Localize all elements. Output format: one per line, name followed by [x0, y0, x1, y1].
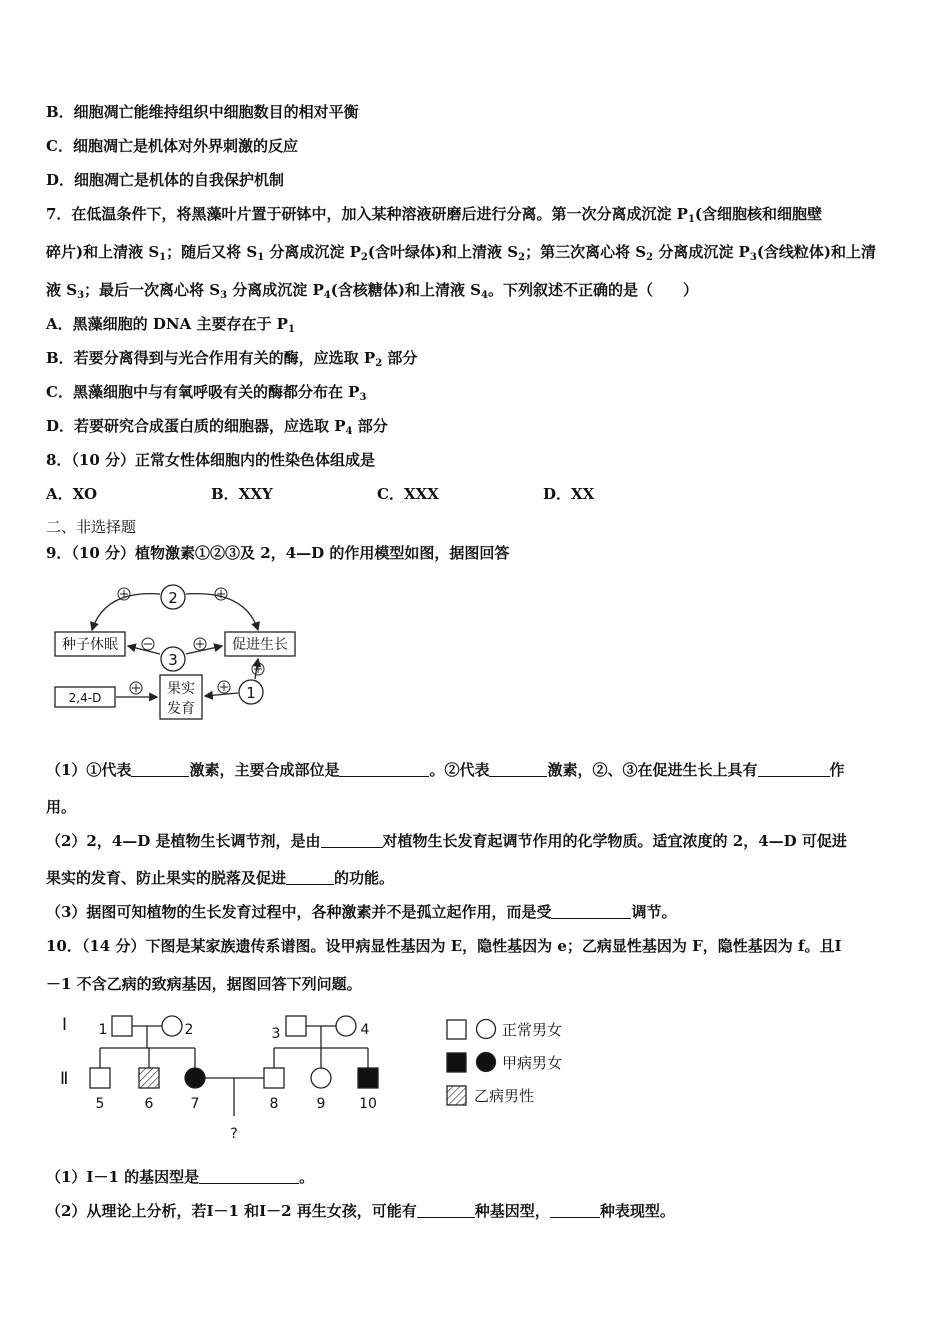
- q6-option-c: C．细胞凋亡是机体对外界刺激的反应: [46, 137, 298, 155]
- arrow-1-to-fruit: [205, 693, 238, 696]
- q7-option-d: D．若要研究合成蛋白质的细胞器，应选取 $P_4$ 部分: [46, 417, 388, 437]
- individual-4: [336, 1016, 356, 1036]
- hormone-diagram: [50, 580, 310, 730]
- label-3: 3: [271, 1026, 281, 1042]
- label-1: 1: [98, 1022, 108, 1038]
- label-6: 6: [144, 1096, 154, 1112]
- legend-disease-b-label: 乙病男性: [474, 1087, 535, 1105]
- q9-part2-line2: 果实的发育、防止果实的脱落及促进 的功能。: [46, 869, 395, 887]
- fruit-label-2: 发育: [167, 701, 195, 717]
- label-7: 7: [190, 1096, 200, 1112]
- section-heading: 二、非选择题: [46, 518, 137, 536]
- q7-option-c: C．黑藻细胞中与有氧呼吸有关的酶都分布在 $P_3$: [46, 383, 367, 403]
- q9-stem: 9．（10 分）植物激素①②③及 2，4—D 的作用模型如图，据图回答: [46, 544, 510, 562]
- individual-2: [162, 1016, 182, 1036]
- q10-stem-line1: 10．（14 分）下图是某家族遗传系谱图。设甲病显性基因为 E，隐性基因为 e；乙病显性基因为 F，隐性基因为 f。且Ⅰ: [46, 937, 842, 955]
- q9-part2-line1: （2）2，4—D 是植物生长调节剂，是由 对植物生长发育起调节作用的化学物质。适宜浓度的 2，4—D 可促进: [46, 832, 847, 850]
- offspring-unknown: ?: [230, 1126, 238, 1142]
- q7-stem-line3: 液 $S_3$；最后一次离心将 $S_3$ 分离成沉淀 $P_4$(含核糖体)和上清液 $S_4$。下列叙述不正确的是（ ）: [46, 281, 698, 301]
- individual-7: [185, 1068, 205, 1088]
- legend-circle-filled: [477, 1053, 496, 1072]
- hormone-3-label: 3: [168, 651, 178, 669]
- q7-stem-line2: 碎片)和上清液 $S_1$；随后又将 $S_1$ 分离成沉淀 $P_2$(含叶绿体)和上清液 $S_2$；第三次离心将 $S_2$ 分离成沉淀 $P_3$(含线粒体)和上清: [46, 243, 877, 263]
- individual-3: [286, 1016, 306, 1036]
- q8-stem: 8．（10 分）正常女性体细胞内的性染色体组成是: [46, 451, 376, 469]
- q10-part2: （2）从理论上分析，若Ⅰ－1 和Ⅰ－2 再生女孩，可能有 种基因型， 种表现型。: [46, 1202, 675, 1220]
- q10-part1: （1）Ⅰ－1 的基因型是 。: [46, 1168, 315, 1186]
- label-9: 9: [316, 1096, 326, 1112]
- q9-part1-line2: 用。: [46, 798, 77, 816]
- arrow-2-to-seed: [92, 594, 160, 630]
- arrow-3-to-seed: [128, 646, 160, 654]
- q6-option-b: B．细胞凋亡能维持组织中细胞数目的相对平衡: [46, 103, 359, 121]
- q7-option-b: B．若要分离得到与光合作用有关的酶，应选取 $P_2$ 部分: [46, 349, 418, 369]
- legend-disease-a-label: 甲病男女: [502, 1054, 563, 1072]
- individual-8: [264, 1068, 284, 1088]
- individual-6: [139, 1068, 159, 1088]
- legend-square-hatched: [447, 1086, 466, 1105]
- q8-option-b: B．XXY: [211, 485, 273, 503]
- legend-square-filled: [447, 1053, 466, 1072]
- hormone-2-label: 2: [168, 589, 178, 607]
- fruit-label-1: 果实: [167, 681, 195, 697]
- label-10: 10: [359, 1096, 377, 1112]
- q8-option-c: C．XXX: [377, 485, 439, 503]
- label-2: 2: [184, 1022, 194, 1038]
- seed-dormancy-label: 种子休眠: [62, 637, 118, 653]
- individual-9: [311, 1068, 331, 1088]
- hormone-1-label: 1: [246, 684, 256, 702]
- pedigree-chart: [50, 1008, 590, 1150]
- q9-part3: （3）据图可知植物的生长发育过程中，各种激素并不是孤立起作用，而是受 调节。: [46, 903, 677, 921]
- label-5: 5: [95, 1096, 105, 1112]
- auxin-analog-label: 2,4-D: [68, 691, 102, 705]
- generation-1-label: Ⅰ: [62, 1015, 68, 1035]
- legend-circle: [477, 1020, 496, 1039]
- q7-option-a: A．黑藻细胞的 DNA 主要存在于 $P_1$: [46, 315, 295, 335]
- individual-1: [112, 1016, 132, 1036]
- label-4: 4: [360, 1022, 370, 1038]
- individual-10: [358, 1068, 378, 1088]
- individual-5: [90, 1068, 110, 1088]
- q8-option-a: A．XO: [46, 485, 98, 503]
- label-8: 8: [269, 1096, 279, 1112]
- legend-normal-label: 正常男女: [502, 1021, 563, 1039]
- q6-option-d: D．细胞凋亡是机体的自我保护机制: [46, 171, 285, 189]
- promote-growth-label: 促进生长: [232, 637, 288, 653]
- q10-stem-line2: －1 不含乙病的致病基因，据图回答下列问题。: [46, 975, 362, 993]
- arrow-2-to-growth: [186, 594, 258, 630]
- generation-2-label: Ⅱ: [60, 1069, 69, 1089]
- legend-square: [447, 1020, 466, 1039]
- q8-option-d: D．XX: [543, 485, 595, 503]
- q9-part1-line1: （1）①代表 激素，主要合成部位是 。②代表 激素，②、③在促进生长上具有 作: [46, 761, 845, 779]
- arrow-3-to-growth: [186, 646, 222, 654]
- q7-stem-line1: 7．在低温条件下，将黑藻叶片置于研钵中，加入某种溶液研磨后进行分离。第一次分离成沉淀 $P_1$(含细胞核和细胞壁: [46, 205, 823, 225]
